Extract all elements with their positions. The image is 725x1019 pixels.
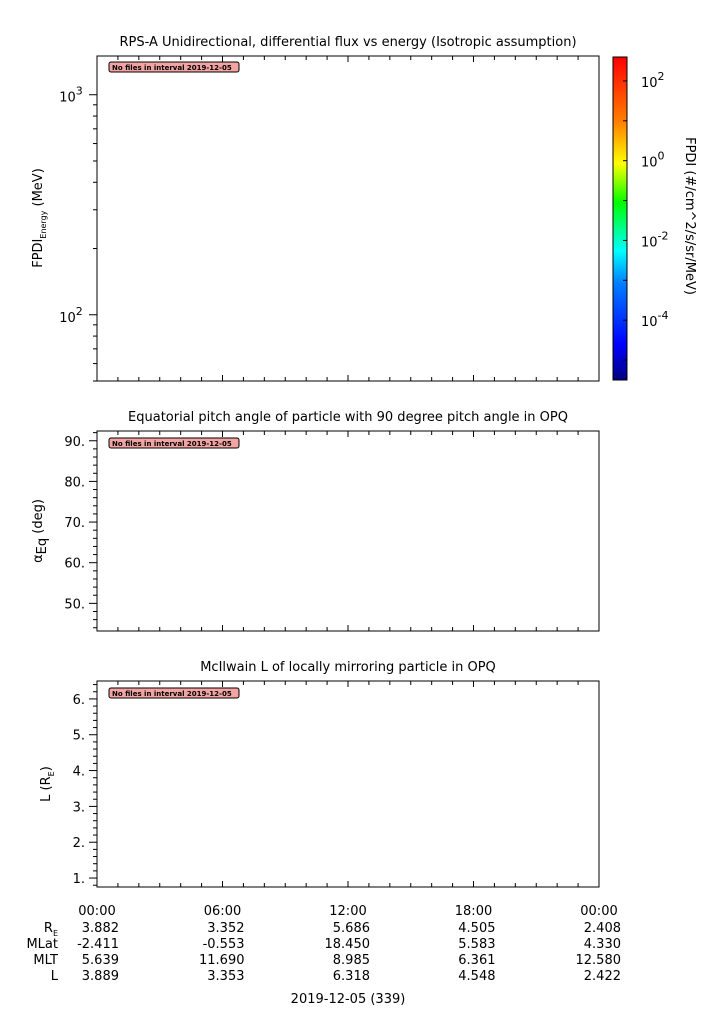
y-tick-label: 50.	[64, 597, 85, 613]
y-tick-label: 1.	[72, 872, 85, 888]
panel-pitch-title: Equatorial pitch angle of particle with 90 degree pitch angle in OPQ	[128, 410, 568, 425]
ephemeris-value: 4.548	[458, 969, 496, 984]
ephemeris-value: 2.422	[583, 969, 621, 984]
ephemeris-value: 18.450	[324, 937, 370, 952]
panel-flux-annotation-text: No files in interval 2019-12-05	[112, 64, 232, 72]
panel-pitch-y-label-unit: (deg)	[31, 499, 46, 538]
panel-lshell-y-label-sub: E	[47, 771, 56, 777]
panel-lshell-y-ticks	[73, 685, 97, 887]
x-axis-tick-labels	[78, 904, 617, 919]
ephemeris-label-mlat: MLat	[26, 937, 58, 952]
colorbar-tick-label: $10^{-2}$	[641, 229, 669, 251]
ephemeris-labels	[26, 921, 58, 984]
panel-lshell-plot-area	[97, 681, 599, 887]
svg-text:αEq (deg)	[31, 499, 50, 563]
ephemeris-value: -2.411	[77, 937, 119, 952]
colorbar-label: FPDI (#/cm^2/s/sr/MeV)	[682, 137, 697, 295]
ephemeris-value: 3.882	[81, 921, 119, 936]
panel-flux-annotation	[109, 62, 239, 72]
ephemeris-value: 5.639	[81, 953, 119, 968]
panel-pitch-y-label-sub: Eq	[35, 537, 50, 555]
panel-lshell-y-label-main: L (R	[39, 776, 54, 802]
y-tick-label: 70.	[64, 516, 85, 532]
y-tick-label: 2.	[72, 836, 85, 852]
ephemeris-value: 6.361	[458, 953, 496, 968]
ephemeris-value: 2.408	[583, 921, 621, 936]
panel-pitch-annotation	[109, 438, 239, 448]
panel-lshell-annotation	[109, 688, 239, 698]
ephemeris-value: 3.889	[81, 969, 119, 984]
y-tick-label: 5.	[72, 728, 85, 744]
panel-lshell-y-label-unit: )	[39, 766, 54, 772]
panel-pitch	[31, 410, 599, 631]
colorbar-ticks	[623, 70, 669, 360]
panel-lshell-annotation-text: No files in interval 2019-12-05	[112, 690, 232, 698]
panel-flux-y-ticks	[59, 85, 97, 381]
ephemeris-label-re: $R_E$	[43, 921, 58, 938]
colorbar	[613, 57, 697, 380]
y-tick-label: 60.	[64, 556, 85, 572]
panel-pitch-plot-area	[97, 431, 599, 631]
panel-lshell	[39, 660, 599, 887]
x-tick-label: 18:00	[454, 904, 493, 919]
ephemeris-value: 3.352	[207, 921, 245, 936]
ephemeris-label-l: L	[50, 969, 58, 984]
colorbar-tick-label: $10^{-4}$	[641, 309, 669, 331]
svg-text:L (RE)	[39, 766, 56, 802]
y-tick-label: 4.	[72, 764, 85, 780]
x-tick-label: 06:00	[203, 904, 242, 919]
colorbar-gradient	[613, 57, 627, 380]
panel-flux-y-label	[31, 168, 48, 268]
y-tick-label: 6.	[72, 692, 85, 708]
ephemeris-value: 12.580	[575, 953, 621, 968]
panel-flux-y-label-main: FPDI	[31, 238, 46, 268]
ephemeris-value: 6.318	[332, 969, 370, 984]
y-tick-label: $10^3$	[59, 84, 83, 106]
ephemeris-value: 5.686	[332, 921, 370, 936]
y-tick-label: 90.	[64, 434, 85, 450]
ephemeris-value: 4.330	[583, 937, 621, 952]
ephemeris-value: 8.985	[332, 953, 370, 968]
ephemeris-values	[77, 921, 621, 984]
panel-lshell-x-ticks	[97, 681, 599, 887]
panel-flux	[31, 35, 697, 381]
panel-pitch-x-ticks	[97, 431, 599, 631]
panel-flux-plot-area	[97, 56, 599, 381]
y-tick-label: 3.	[72, 800, 85, 816]
panel-pitch-y-label	[31, 499, 50, 563]
panel-pitch-annotation-text: No files in interval 2019-12-05	[112, 440, 232, 448]
ephemeris-value: 4.505	[458, 921, 496, 936]
x-tick-label: 12:00	[329, 904, 367, 919]
x-tick-label: 00:00	[580, 904, 618, 919]
panel-lshell-title: McIlwain L of locally mirroring particle in OPQ	[200, 660, 496, 675]
panel-pitch-y-ticks	[64, 433, 97, 628]
panel-flux-y-label-sub: Energy	[39, 210, 48, 239]
colorbar-tick-label: $10^0$	[641, 149, 665, 171]
panel-flux-x-ticks	[97, 56, 599, 381]
panel-flux-y-label-unit: (MeV)	[31, 168, 46, 211]
y-tick-label: 80.	[64, 475, 85, 491]
panel-flux-title: RPS-A Unidirectional, differential flux vs energy (Isotropic assumption)	[119, 35, 577, 50]
panel-pitch-y-label-main: α	[31, 554, 46, 563]
y-tick-label: $10^2$	[59, 304, 83, 326]
colorbar-tick-label: $10^2$	[641, 69, 665, 91]
panel-lshell-y-label	[39, 766, 56, 802]
ephemeris-label-mlt: MLT	[33, 953, 58, 968]
ephemeris-value: 11.690	[199, 953, 245, 968]
svg-text:FPDIEnergy (MeV)	[31, 168, 48, 268]
ephemeris-value: 5.583	[458, 937, 496, 952]
x-tick-label: 00:00	[78, 904, 116, 919]
ephemeris-value: -0.553	[202, 937, 245, 952]
date-label: 2019-12-05 (339)	[290, 992, 406, 1007]
ephemeris-value: 3.353	[207, 969, 245, 984]
